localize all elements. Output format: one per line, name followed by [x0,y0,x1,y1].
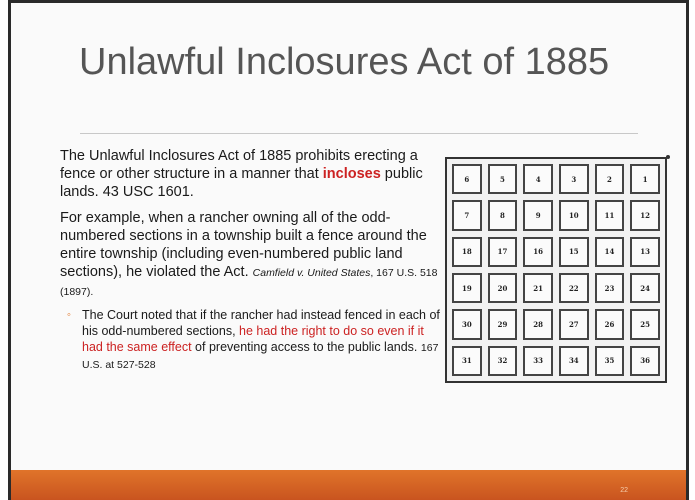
township-section: 1 [630,164,660,194]
township-section: 36 [630,346,660,376]
paragraph2-text: For example, when a rancher owning all of the odd-numbered sections in a township built a fence around the entire township (including even-numbered public land sections), he violated the Act. [60,210,427,280]
paragraph1-text-start: The Unlawful Inclosures Act of 1885 prohibits erecting a fence or other structure in a manner that [60,148,418,182]
township-section: 32 [488,346,518,376]
slide-frame-right [686,0,689,500]
township-section: 12 [630,200,660,230]
township-section: 2 [595,164,625,194]
township-section: 4 [523,164,553,194]
township-section: 23 [595,273,625,303]
page-number: 22 [620,487,628,494]
township-section: 6 [452,164,482,194]
paragraph1-text-end: public lands. 43 USC 1601. [60,166,423,200]
bullet-marker-icon: ◦ [67,309,71,321]
incloses-highlight: incloses [322,166,381,182]
township-section: 21 [523,273,553,303]
township-section: 10 [559,200,589,230]
township-diagram [445,157,667,383]
township-section: 5 [488,164,518,194]
township-section: 13 [630,237,660,267]
township-section: 29 [488,309,518,339]
township-section: 17 [488,237,518,267]
township-section: 8 [488,200,518,230]
paragraph-example [60,209,440,301]
township-section: 34 [559,346,589,376]
sub-bullet-text-start: The Court noted that if the rancher had instead fenced in each of his odd-numbered sections, [82,308,440,338]
township-section: 18 [452,237,482,267]
township-section: 20 [488,273,518,303]
sub-bullet-court-note [60,307,440,373]
title-divider [80,133,638,134]
township-section: 28 [523,309,553,339]
township-section: 25 [630,309,660,339]
township-section: 3 [559,164,589,194]
slide-title: Unlawful Inclosures Act of 1885 [79,41,610,83]
township-section: 24 [630,273,660,303]
sub-bullet-citation: 167 U.S. at 527-528 [82,342,439,371]
township-section: 7 [452,200,482,230]
township-section: 33 [523,346,553,376]
township-section: 9 [523,200,553,230]
township-section: 26 [595,309,625,339]
township-section: 31 [452,346,482,376]
sub-bullet-text-end: of preventing access to the public lands. [191,340,421,354]
paragraph-prohibition [60,147,440,201]
township-section: 22 [559,273,589,303]
township-section: 30 [452,309,482,339]
township-section: 15 [559,237,589,267]
footer-bar [11,470,686,500]
case-name: Camfield v. United States [252,267,371,279]
township-section: 19 [452,273,482,303]
township-section: 27 [559,309,589,339]
township-section: 14 [595,237,625,267]
township-section: 35 [595,346,625,376]
case-citation: , 167 U.S. 518 (1897). [60,267,438,298]
township-section: 11 [595,200,625,230]
township-section: 16 [523,237,553,267]
right-to-fence-highlight: he had the right to do so even if it had the same effect [82,324,424,354]
slide-body [60,147,440,373]
township-grid [452,164,660,376]
